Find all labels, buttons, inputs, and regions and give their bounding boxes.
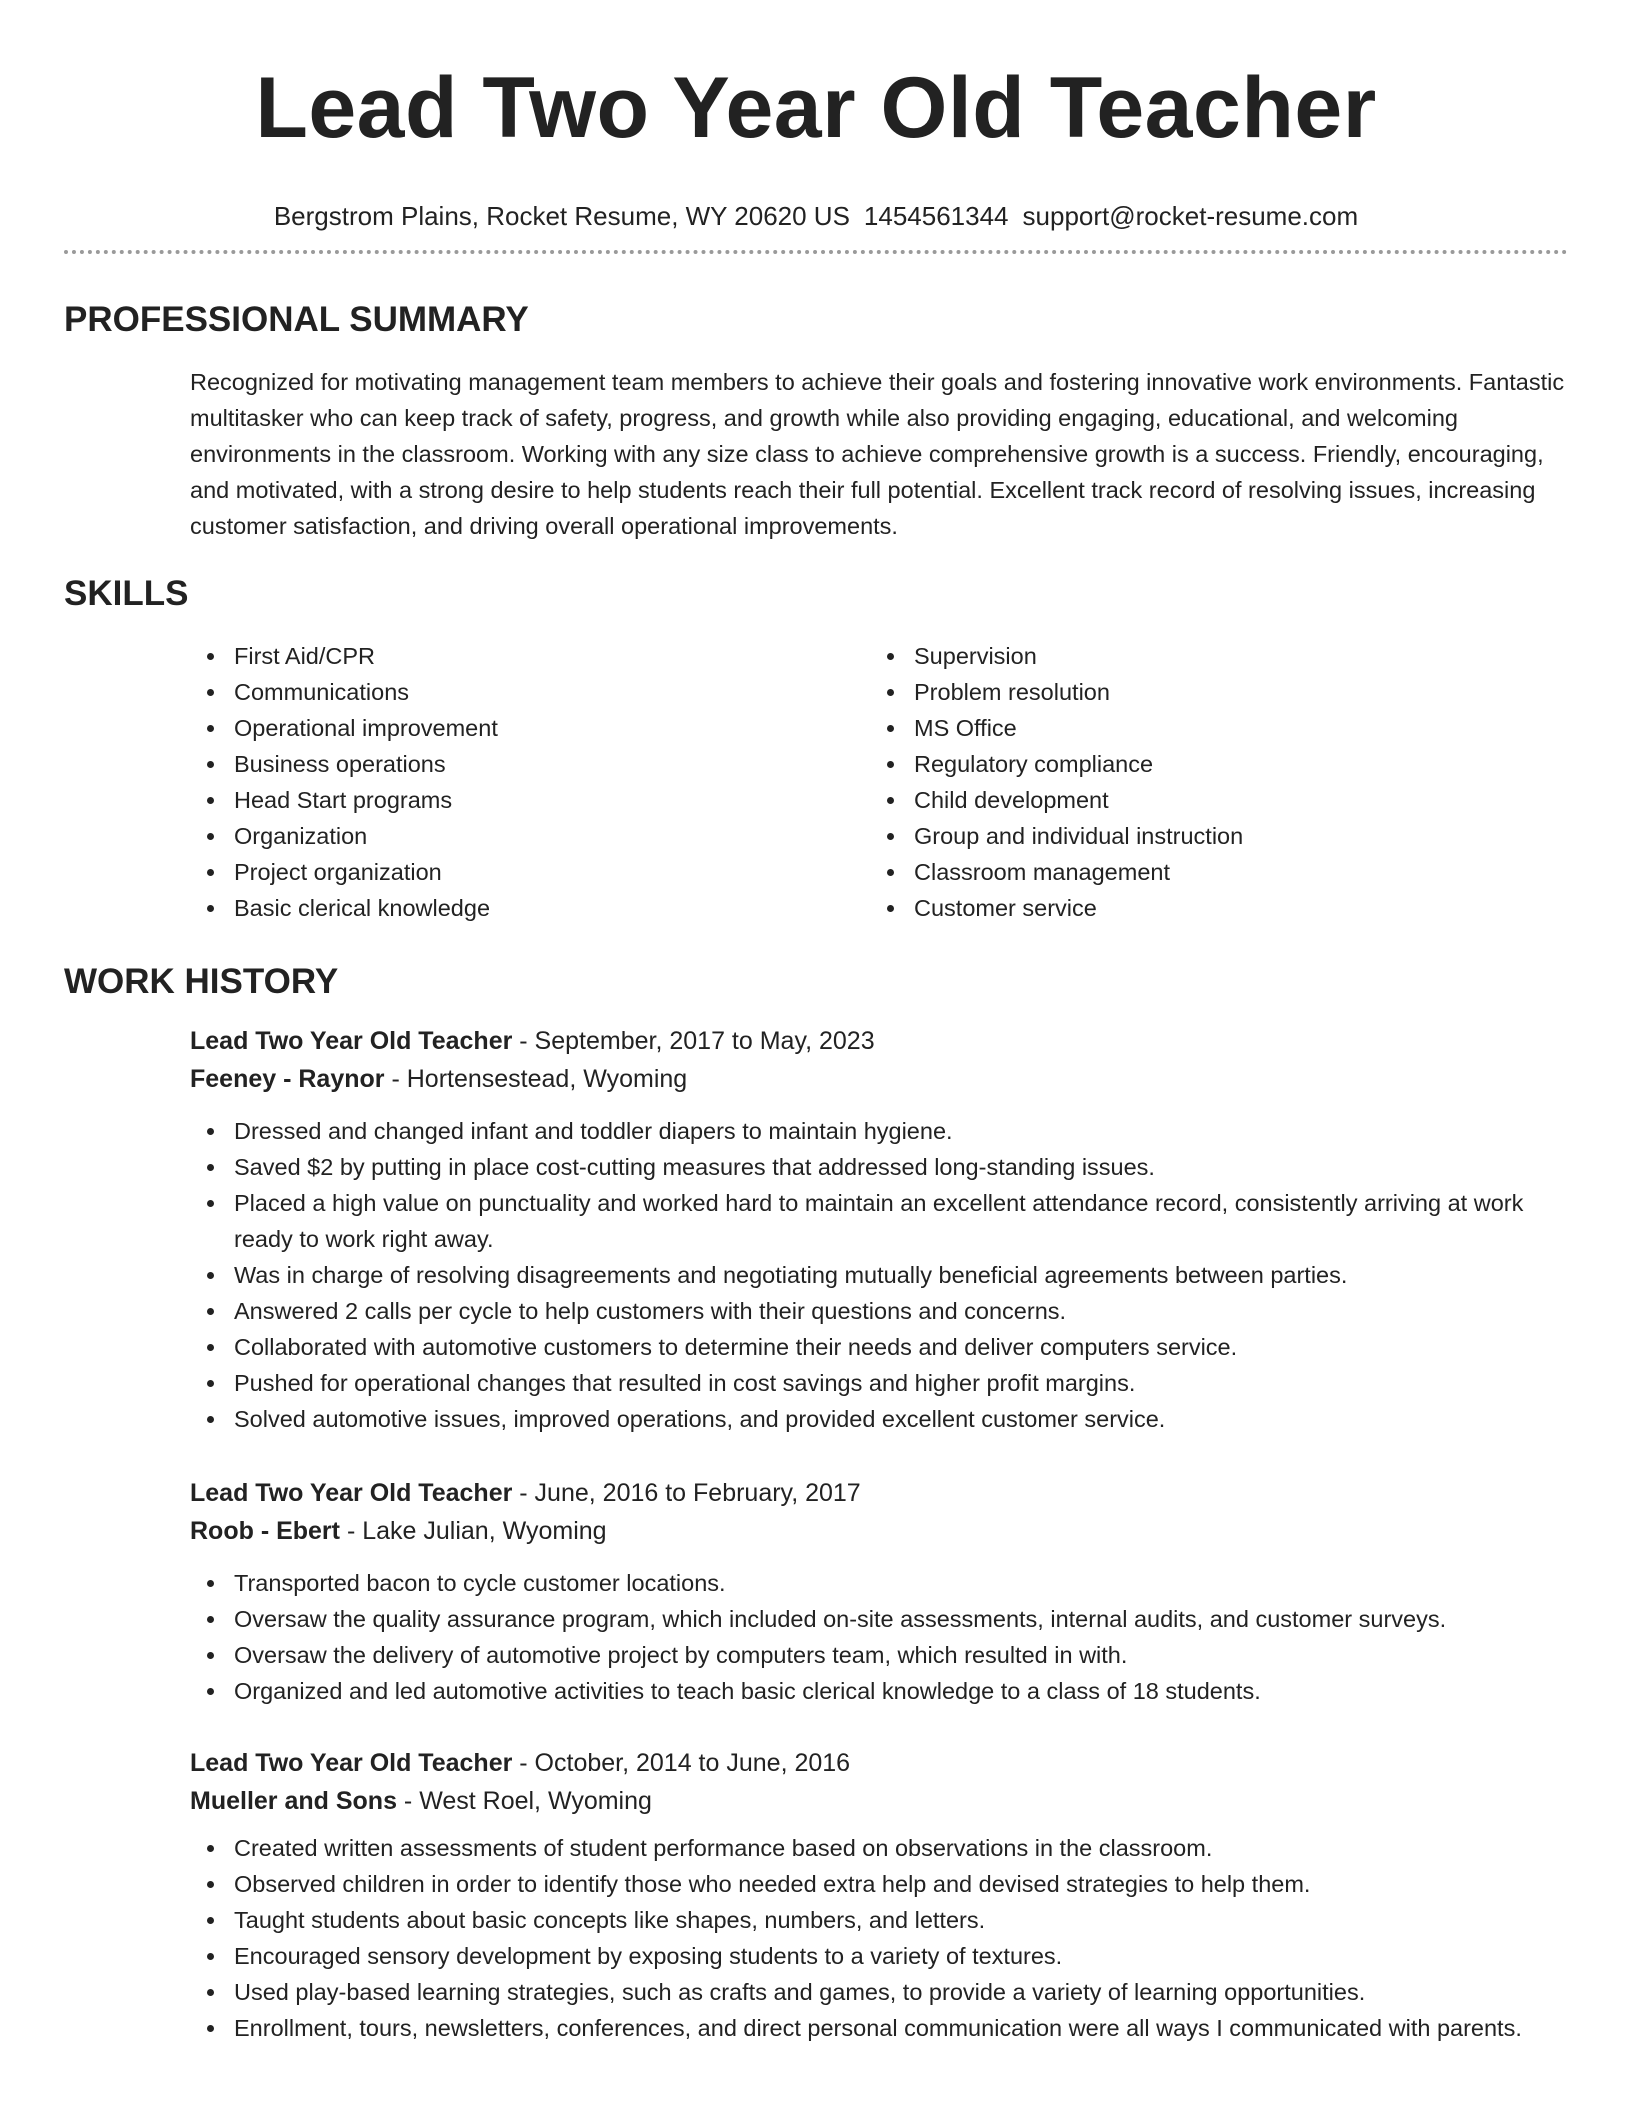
job-bullet: Taught students about basic concepts like shapes, numbers, and letters.	[190, 1902, 1570, 1938]
skill-item: Customer service	[870, 890, 1550, 926]
contact-email: support@rocket-resume.com	[1022, 201, 1359, 231]
job-company-line	[190, 1512, 1570, 1550]
job-title-line	[190, 1744, 1570, 1782]
job-role: Lead Two Year Old Teacher	[190, 1749, 513, 1777]
skills-heading: SKILLS	[64, 574, 189, 613]
skill-item: Child development	[870, 782, 1550, 818]
contact-line	[0, 198, 1632, 234]
job-company-line	[190, 1060, 1570, 1098]
job-entry	[190, 1022, 1570, 1437]
job-role: Lead Two Year Old Teacher	[190, 1027, 513, 1055]
skill-item: First Aid/CPR	[190, 638, 870, 674]
job-company: Roob - Ebert	[190, 1517, 340, 1545]
summary-text: Recognized for motivating management team members to achieve their goals and fostering innovative work environments. Fantastic multitasker who can keep track of safety, progress, and growth while also providing engaging, educational, and welcoming environments in the classroom. Working with any size class to achieve comprehensive growth is a success. Friendly, encouraging, and motivated, with a strong desire to help students reach their full potential. Excellent track record of resolving issues, increasing customer satisfaction, and driving overall operational improvements.	[190, 369, 1565, 539]
job-bullet: Solved automotive issues, improved operations, and provided excellent customer service.	[190, 1401, 1570, 1437]
job-bullet: Placed a high value on punctuality and worked hard to maintain an excellent attendance record, consistently arriving at work ready to work right away.	[190, 1185, 1570, 1257]
job-company: Feeney - Raynor	[190, 1065, 385, 1093]
skill-item: Communications	[190, 674, 870, 710]
job-bullet: Pushed for operational changes that resulted in cost savings and higher profit margins.	[190, 1365, 1570, 1401]
job-location: - Hortensestead, Wyoming	[384, 1065, 688, 1093]
job-bullet: Created written assessments of student performance based on observations in the classroom.	[190, 1830, 1570, 1866]
job-company: Mueller and Sons	[190, 1787, 397, 1815]
skill-item: Problem resolution	[870, 674, 1550, 710]
job-location: - Lake Julian, Wyoming	[340, 1517, 607, 1545]
skill-item: Operational improvement	[190, 710, 870, 746]
job-bullet: Answered 2 calls per cycle to help customers with their questions and concerns.	[190, 1293, 1570, 1329]
contact-phone: 1454561344	[863, 201, 1009, 231]
work-history-heading: WORK HISTORY	[64, 962, 339, 1001]
job-bullet: Saved $2 by putting in place cost-cutting measures that addressed long-standing issues.	[190, 1149, 1570, 1185]
skill-item: Organization	[190, 818, 870, 854]
skill-item: Head Start programs	[190, 782, 870, 818]
job-entry	[190, 1744, 1570, 2046]
job-dates: - October, 2014 to June, 2016	[512, 1749, 851, 1777]
resume-header	[0, 0, 1632, 234]
contact-address: Bergstrom Plains, Rocket Resume, WY 20620 US	[273, 201, 850, 231]
job-bullet: Enrollment, tours, newsletters, conferences, and direct personal communication were all ways I communicated with parents.	[190, 2010, 1570, 2046]
job-bullet: Organized and led automotive activities to teach basic clerical knowledge to a class of 18 students.	[190, 1673, 1570, 1709]
job-entry	[190, 1474, 1570, 1709]
job-bullet: Oversaw the delivery of automotive project by computers team, which resulted in with.	[190, 1637, 1570, 1673]
job-bullet: Was in charge of resolving disagreements and negotiating mutually beneficial agreements between parties.	[190, 1257, 1570, 1293]
skill-item: Group and individual instruction	[870, 818, 1550, 854]
job-dates: - June, 2016 to February, 2017	[512, 1479, 861, 1507]
skill-item: Project organization	[190, 854, 870, 890]
candidate-name: Lead Two Year Old Teacher	[255, 60, 1377, 156]
job-bullet: Observed children in order to identify those who needed extra help and devised strategies to help them.	[190, 1866, 1570, 1902]
skill-item: Classroom management	[870, 854, 1550, 890]
header-divider	[64, 250, 1568, 254]
job-title-line	[190, 1474, 1570, 1512]
skill-item: Basic clerical knowledge	[190, 890, 870, 926]
skills-right-column	[870, 638, 1550, 926]
job-bullet: Encouraged sensory development by exposing students to a variety of textures.	[190, 1938, 1570, 1974]
job-bullet: Collaborated with automotive customers to determine their needs and deliver computers service.	[190, 1329, 1570, 1365]
skill-item: Regulatory compliance	[870, 746, 1550, 782]
job-bullet: Dressed and changed infant and toddler diapers to maintain hygiene.	[190, 1113, 1570, 1149]
job-bullet: Oversaw the quality assurance program, which included on-site assessments, internal audits, and customer surveys.	[190, 1601, 1570, 1637]
job-location: - West Roel, Wyoming	[396, 1787, 652, 1815]
job-bullet: Transported bacon to cycle customer locations.	[190, 1565, 1570, 1601]
job-role: Lead Two Year Old Teacher	[190, 1479, 513, 1507]
job-company-line	[190, 1782, 1570, 1820]
summary-heading: PROFESSIONAL SUMMARY	[64, 300, 529, 339]
job-bullet: Used play-based learning strategies, such as crafts and games, to provide a variety of learning opportunities.	[190, 1974, 1570, 2010]
skill-item: Business operations	[190, 746, 870, 782]
job-title-line	[190, 1022, 1570, 1060]
skill-item: Supervision	[870, 638, 1550, 674]
skill-item: MS Office	[870, 710, 1550, 746]
skills-left-column	[190, 638, 870, 926]
job-dates: - September, 2017 to May, 2023	[512, 1027, 875, 1055]
